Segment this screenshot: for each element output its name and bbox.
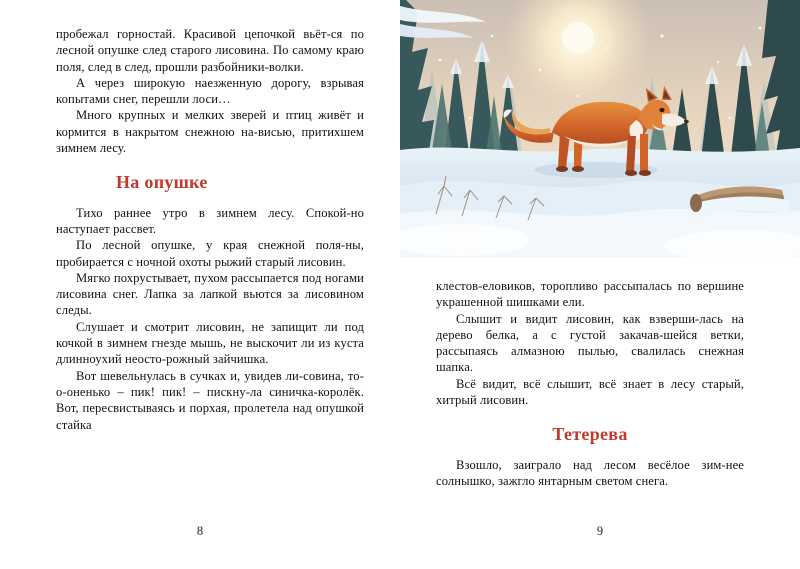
paragraph: пробежал горностай. Красивой цепочкой вьёт-ся по лесной опушке след старого лисовина. По самому краю поля, след в след, прошли разбойники-волки. — [56, 27, 364, 74]
paragraph: Слышит и видит лисовин, как взверши-лась на дерево белка, а с густой закачав-шейся ветки, рассыпаясь алмазною пылью, свалилась снежная шапка. — [436, 311, 744, 375]
page-number-left: 8 — [196, 524, 204, 538]
page-number-right: 9 — [596, 524, 604, 538]
illustration-spacer — [436, 26, 744, 278]
section-heading-na-opushke: На опушке — [116, 172, 208, 193]
paragraph: Взошло, заиграло над лесом весёлое зим-нее солнышко, зажгло янтарным светом снега. — [436, 457, 744, 488]
paragraph: Всё видит, всё слышит, всё знает в лесу старый, хитрый лисовин. — [436, 376, 744, 408]
paragraph: Тихо раннее утро в зимнем лесу. Спокой-но наступает рассвет. — [56, 205, 364, 236]
section-heading-tetereva: Тетерева — [552, 424, 628, 445]
paragraph: А через широкую наезженную дорогу, взрывая копытами снег, перешли лоси… — [56, 75, 364, 107]
paragraph: Мягко похрустывает, пухом рассыпается под ногами лисовина снег. Лапка за лапкой вьются за лисовином следы. — [56, 270, 364, 318]
left-page-text — [56, 26, 364, 433]
paragraph: Много крупных и мелких зверей и птиц живёт и кормится в накрытом снежною на-висью, притихшем зимнем лесу. — [56, 108, 364, 156]
paragraph: По лесной опушке, у края снежной поля-ны, пробирается с ночной охоты рыжий старый лисовин. — [56, 238, 364, 269]
paragraph: Вот шевельнулась в сучках и, увидев ли-совина, то-о-оненько – пик! пик! – пискну-ла синичка-королёк. Вот, пересвистываясь и порхая, пролетела над опушкой стайка — [56, 368, 364, 432]
paragraph: Слушает и смотрит лисовин, не запищит ли под кочкой в зимнем гнезде мышь, не выскочит ли из куста длинноухий неосто-рожный зайчишка. — [56, 319, 364, 367]
right-page — [400, 0, 800, 569]
right-page-text — [436, 278, 744, 489]
paragraph: клестов-еловиков, торопливо рассыпалась по вершине украшенной шишками ели. — [436, 279, 744, 310]
